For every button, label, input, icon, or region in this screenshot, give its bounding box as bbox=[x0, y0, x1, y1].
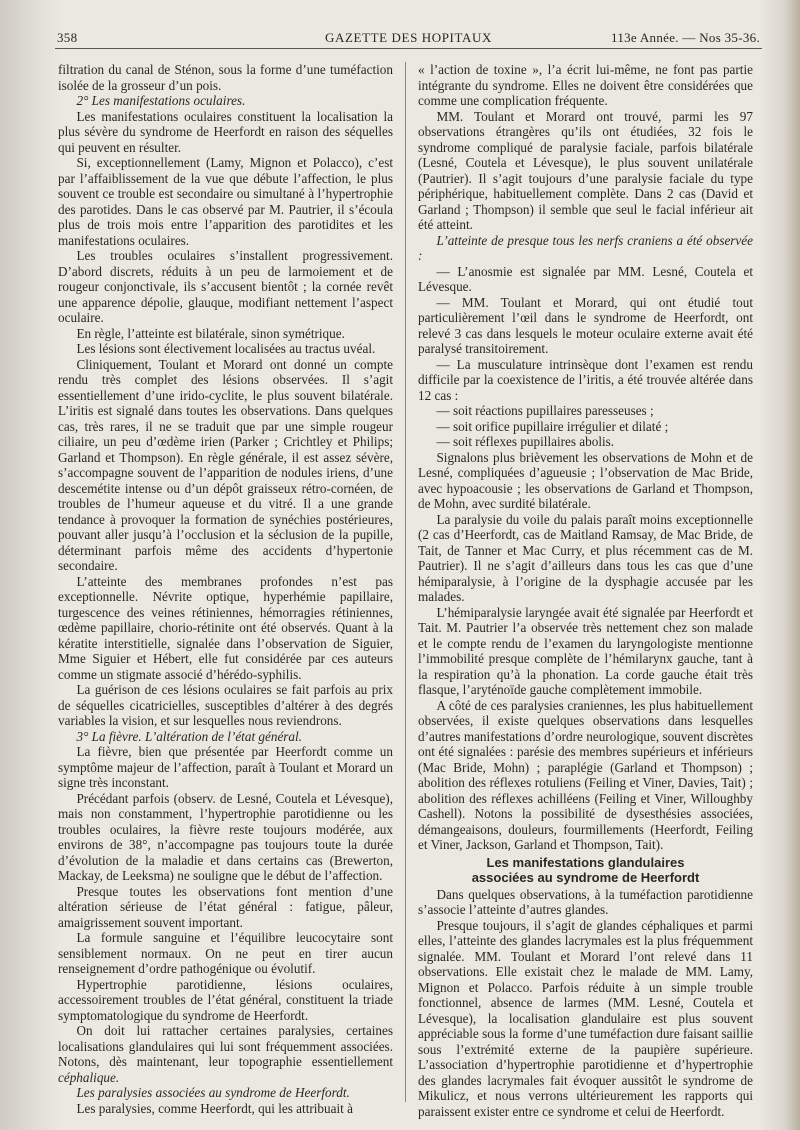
list-item: — soit orifice pupillaire irrégulier et dilaté ; bbox=[436, 418, 669, 434]
paragraph: Les lésions sont électivement localisées au tractus uvéal. bbox=[76, 341, 376, 356]
paragraph: Les troubles oculaires s’installent progressivement. D’abord discrets, réduits à un peu de larmoiement et de rougeur conjonctivale, ils s’accusent bientôt ; la cornée revêt une apparence dépolie, glauque, modifiant nettement l’aspect oculaire. bbox=[58, 248, 393, 325]
subsection-heading: Les paralysies associées au syndrome de Heerfordt. bbox=[76, 1085, 350, 1100]
paragraph: Si, exceptionnellement (Lamy, Mignon et Polacco), c’est par l’affaiblissement de la vue que débute l’affection, le plus souvent ce trouble est secondaire ou simultané à l’hypertrophie des parotides. Dans le cas observé par M. Pautrier, il s’écoula plus de trois mois entre l’apparition des parotidites et les manifestations oculaires. bbox=[58, 155, 393, 248]
subsection-heading: 3° La fièvre. L’altération de l’état général. bbox=[76, 728, 302, 744]
paragraph: La paralysie du voile du palais paraît moins exceptionnelle (2 cas d’Heerfordt, cas de Maitland Ramsay, de Mac Bride, de Tait, de Tanner et Mac Curry, et plus récemment cas de M. Pautrier). Il ne s’agit d’ailleurs dans tous les cas que d’une hémiparalysie, à l’origine de la dysphagie accusée par les malades. bbox=[418, 511, 753, 604]
paragraph: filtration du canal de Sténon, sous la forme d’une tuméfaction isolée de la grosseur d’un pois. bbox=[58, 62, 393, 93]
list-item: — soit réflexes pupillaires abolis. bbox=[436, 434, 615, 449]
paragraph: En règle, l’atteinte est bilatérale, sinon symétrique. bbox=[76, 325, 345, 341]
paragraph: — MM. Toulant et Morard, qui ont étudié tout particulièrement l’œil dans le syndrome de Heerfordt, ont relevé 3 cas dans lesquels le moteur oculaire externe avait été paralysé transitoirement. bbox=[418, 294, 753, 356]
paragraph: Signalons plus brièvement les observations de Mohn et de Lesné, compliquées d’agueusie ; l’observation de Mac Bride, avec hypoacousie ; les observations de Garland et Thompson, de Mohn, avec surdité bilatérale. bbox=[418, 449, 753, 511]
journal-title: GAZETTE DES HOPITAUX bbox=[325, 30, 492, 45]
paragraph: Les paralysies, comme Heerfordt, qui les attribuait à bbox=[76, 1100, 353, 1116]
column-divider bbox=[405, 62, 406, 1102]
paragraph: — La musculature intrinsèque dont l’examen est rendu difficile par la coexistence de l’iritis, a été trouvée altérée dans 12 cas : bbox=[418, 356, 753, 403]
subsection-heading: 2° Les manifestations oculaires. bbox=[76, 93, 246, 108]
section-heading bbox=[418, 855, 753, 886]
paragraph: MM. Toulant et Morard ont trouvé, parmi les 97 observations étrangères qu’ils ont étudiées, 32 fois le syndrome compliqué de paralysie faciale, parfois bilatérale (Lesné, Coutela et Lévesque), le plus souvent unilatérale (Pautrier). Il s’agit toujours d’une paralysie faciale du type périphérique, habituellement complète. Dans 2 cas (David et Garland ; Thompson) il semble que seul le facial inférieur ait été atteint. bbox=[418, 108, 753, 232]
paragraph: La formule sanguine et l’équilibre leucocytaire sont sensiblement normaux. On ne peut en tirer aucun renseignement d’ordre pathogénique ou évolutif. bbox=[58, 930, 393, 976]
emphasis: céphalique. bbox=[58, 1069, 120, 1085]
section-heading-line: Les manifestations glandulaires bbox=[486, 854, 685, 870]
paragraph: Presque toujours, il s’agit de glandes céphaliques et parmi elles, l’atteinte des glandes lacrymales est la plus fréquemment signalée. MM. Toulant et Morard l’ont relevé dans 11 observations. Elle existait chez le malade de MM. Lamy, Mignon et Polacco. Parfois réduite à un simple trouble fonctionnel, absence de larmes (MM. Lesné, Coutela et Lévesque), la localisation glandulaire est plus souvent appréciable sous la forme d’une tuméfaction dure faisant saillie sous l’extrémité externe de la paupière supérieure. L’association d’hypertrophie parotidienne et d’hypertrophie des glandes lacrymales fait évoquer aussitôt le syndrome de Mikulicz, et nous verrons ultérieurement les rapports qui paraissent exister entre ce syndrome et celui de Heerfordt. bbox=[418, 917, 753, 1119]
paragraph: « l’action de toxine », l’a écrit lui-même, ne font pas partie intégrante du syndrome. Elles ne doivent être considérées que comme une complication fréquente. bbox=[418, 62, 753, 108]
right-column bbox=[418, 62, 753, 1119]
paragraph: L’hémiparalysie laryngée avait été signalée par Heerfordt et Tait. M. Pautrier l’a observée très nettement chez son malade et le compte rendu de l’examen du laryngologiste mentionne l’immobilité presque complète de l’hémilarynx gauche, tant à la respiration qu’à la phonation. La corde gauche était très flasque, l’aryténoïde gauche complètement immobile. bbox=[418, 604, 753, 697]
paragraph: Hypertrophie parotidienne, lésions oculaires, accessoirement troubles de l’état général, constituent la triade symptomatologique du syndrome de Heerfordt. bbox=[58, 976, 393, 1023]
paragraph: — L’anosmie est signalée par MM. Lesné, Coutela et Lévesque. bbox=[418, 263, 753, 294]
page-number: 358 bbox=[57, 30, 78, 45]
issue-info: 113e Année. — Nos 35-36. bbox=[611, 30, 760, 45]
paragraph: A côté de ces paralysies craniennes, les plus habituellement observées, il existe quelques observations dans lesquelles d’autres manifestations d’ordre neurologique, souvent discrètes ont été signalées : parésie des membres supérieurs et inférieurs (Mac Bride, Mohn) ; paraplégie (Garland et Thompson) ; abolition des réflexes rotuliens (Feiling et Viner, Davies, Tait) ; abolition des réflexes achilléens (Feiling et Viner, Willoughby Cashell). Notons la possibilité de dysesthésies associées, démangeaisons, douleurs, fourmillements (Heerfordt, Feiling et Viner, Jackson, Garland et Thompson, Tait). bbox=[418, 697, 753, 852]
paragraph: Cliniquement, Toulant et Morard ont donné un compte rendu très complet des lésions observées. Il s’agit essentiellement d’une irido-cyclite, le plus souvent bilatérale. L’iritis est signalé dans toutes les observations. Dans quelques cas, très rares, il ne se traduit que par une simple rougeur ciliaire, un peu d’œdème irien (Parker ; Crichtley et Philips; Garland et Thompson). En règle générale, il est assez sévère, s’accompagne souvent de l’apparition de nodules iriens, d’une descemétite intense ou d’un dépôt graisseux rétro-cornéen, de troubles de l’humeur aqueuse et du vitré. Il a une grande tendance à provoquer la formation de synéchies postérieures, pouvant aller jusqu’à l’occlusion et la séclusion de la pupille, déterminant parfois même des accidents d’hypertonie secondaire. bbox=[58, 356, 393, 573]
list-item: — soit réactions pupillaires paresseuses ; bbox=[436, 403, 654, 418]
paragraph: Presque toutes les observations font mention d’une altération sérieuse de l’état général : fatigue, pâleur, amaigrissement souvent important. bbox=[58, 883, 393, 930]
paragraph: La guérison de ces lésions oculaires se fait parfois au prix de séquelles cicatricielles, susceptibles d’altérer à des degrés variables la vision, et sur lesquelles nous reviendrons. bbox=[58, 682, 393, 728]
left-column bbox=[58, 62, 393, 1116]
paragraph bbox=[58, 1023, 393, 1085]
paragraph: La fièvre, bien que présentée par Heerfordt comme un symptôme majeur de l’affection, paraît à Toulant et Morard un signe très inconstant. bbox=[58, 744, 393, 790]
paragraph-text: On doit lui rattacher certaines paralysies, certaines localisations glandulaires qui lui sont fréquemment associées. Notons, dès maintenant, leur topographie essentiellement bbox=[58, 1023, 393, 1069]
subsection-heading: L’atteinte de presque tous les nerfs craniens a été observée : bbox=[418, 232, 753, 263]
section-heading-line: associées au syndrome de Heerfordt bbox=[471, 870, 700, 885]
paragraph: L’atteinte des membranes profondes n’est pas exceptionnelle. Névrite optique, hyperhémie papillaire, turgescence des veines rétiniennes, hémorragies rétiniennes, œdème papillaire, chorio-rétinite ont été observés. Quant à la kératite interstitielle, signalée dans l’observation de Siguier, Mme Siguier et Hébert, elle fut considérée par ces auteurs comme un stigmate associé d’hérédo-syphilis. bbox=[58, 573, 393, 682]
paragraph: Les manifestations oculaires constituent la localisation la plus sévère du syndrome de Heerfordt en raison des séquelles qui peuvent en résulter. bbox=[58, 108, 393, 155]
paragraph: Dans quelques observations, à la tuméfaction parotidienne s’associe l’atteinte d’autres glandes. bbox=[418, 886, 753, 917]
running-header bbox=[55, 26, 762, 49]
paragraph: Précédant parfois (observ. de Lesné, Coutela et Lévesque), mais non constamment, l’hypertrophie parotidienne ou les troubles oculaires, la fièvre reste toujours modérée, aux environs de 38°, n’accompagne pas toujours toute la durée d’évolution de la maladie et dans certains cas (Brewerton, Mackay, de Leeksma) ne souligne que le début de l’affection. bbox=[58, 790, 393, 883]
